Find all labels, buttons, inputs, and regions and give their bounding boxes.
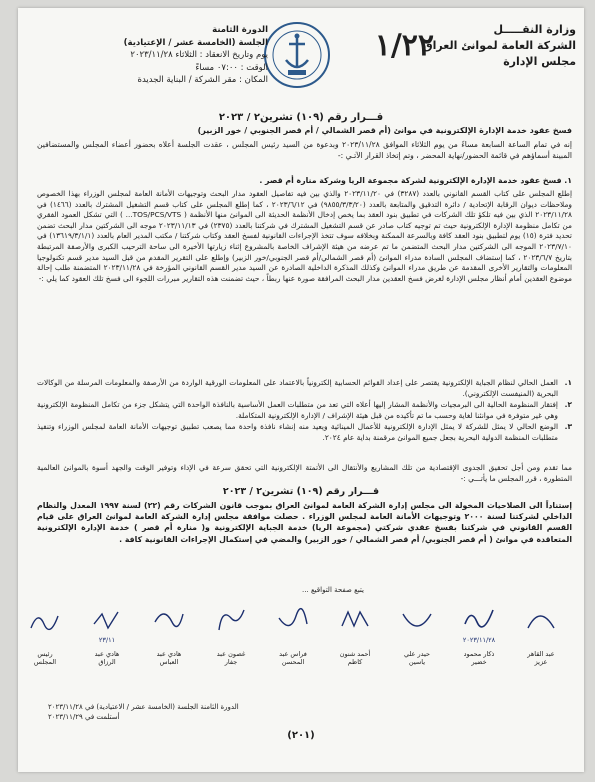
signatory-name: غصون عبد جفار bbox=[216, 650, 246, 666]
session-info bbox=[108, 24, 268, 87]
signature-mark-icon bbox=[462, 604, 496, 638]
session-cycle: الدورة الثامنة bbox=[212, 25, 268, 35]
footer-session-line: الدورة الثامنة الجلسة (الخامسة عشر / الاعتيادية) في ٢٠٢٣/١١/٢٨ bbox=[48, 703, 239, 711]
list-item bbox=[37, 378, 572, 399]
signature-block bbox=[150, 600, 188, 670]
signature-mark-icon bbox=[28, 604, 62, 638]
signatures-row bbox=[26, 600, 576, 670]
list-item-number: ٣. bbox=[564, 422, 572, 432]
list-item-number: ١. bbox=[564, 378, 572, 387]
session-place: المكان : مقر الشركة / البناية الجديدة bbox=[137, 75, 268, 85]
organization-block bbox=[416, 22, 576, 70]
signatory-name: حيدر علي ياسين bbox=[403, 650, 431, 666]
session-date: يوم وتاريخ الانعقاد : الثلاثاء ٢٠٢٣/١١/٢٨ bbox=[130, 50, 268, 60]
signature-block bbox=[336, 600, 374, 670]
signature-block bbox=[274, 600, 312, 670]
list-item-text: العمل الحالي لنظام الجباية الإلكترونية يقتصر على إعداد القوائم الحسابية إلكترونياً بالاعتماد على المعلومات الورقية الواردة من الأرصفة والمعلومات المرسلة من الوكالات البحرية (المنيفست الإلكتروني). bbox=[37, 378, 558, 398]
agenda-item-title: ١. فسخ عقود خدمة الإدارة الإلكترونية لشركة مجموعة الريا وشركة منارة أم قصر . bbox=[259, 176, 572, 185]
signatory-name: هادي عبد العباس bbox=[156, 650, 182, 666]
signatory-name: أحمد شنون كاظم bbox=[339, 650, 371, 666]
signatory-name: ذكار محمود خضير bbox=[463, 650, 495, 666]
document-page bbox=[18, 8, 584, 772]
signature-mark-icon bbox=[90, 604, 124, 638]
signature-mark-icon bbox=[152, 604, 186, 638]
resolution-title: قـــرار رقم (١٠٩) تشرين٢ / ٢٠٢٣ bbox=[222, 486, 380, 497]
decision-subject: فسخ عقود خدمة الإدارة الإلكترونية في موانئ (أم قصر الشمالي / أم قصر الجنوبي / خور الزبير) bbox=[197, 126, 572, 135]
signatory-name: رئيس المجلس bbox=[33, 650, 57, 666]
list-item-text: الوضع الحالي لا يمثل للشركة لا يمثل الإدارة الإلكترونية للأعمال المينائية ويعيد منه إنشاء نافذة واحدة مما يصعب تطبيق توجيهات الأمانة العامة لمجلس الوزراء وتنفيذ متطلبات المنظمة الدولية البحرية بجعل جميع الموانئ مرقمنة بداية عام ٢٠٢٤. bbox=[37, 422, 558, 442]
list-item-number: ٢. bbox=[564, 400, 572, 410]
intro-paragraph: إنه في تمام الساعة السابعة مساءً من يوم الثلاثاء الموافق ٢٠٢٣/١١/٢٨ وبدعوة من السيد رئيس المجلس ، عقدت الجلسة أعلاه بحضور أعضاء المجلس والمستضافين المبينة أسماؤهم في قائمة الحضور/نهاية المحضر ، وتم إتخاذ القرار الآتـي :- bbox=[37, 140, 572, 160]
footer bbox=[48, 702, 239, 722]
ministry-name: وزارة النقـــــل bbox=[493, 23, 576, 36]
page-number: (٢٠١) bbox=[287, 730, 315, 741]
signature-date: ٢٠٢٣/١١/٢٨ bbox=[462, 636, 496, 644]
company-logo-icon bbox=[262, 20, 332, 90]
signature-mark-icon bbox=[524, 604, 558, 638]
signatory-name: عبد القاهر عزيز bbox=[527, 650, 555, 666]
handwritten-reference-number: ١/٢٢ bbox=[374, 28, 434, 63]
footer-received-line: أستلمت في ٢٠٢٣/١١/٢٩ bbox=[48, 713, 120, 721]
signatory-name: هادي عبد الرزاق bbox=[94, 650, 120, 666]
signature-block bbox=[212, 600, 250, 670]
list-item-text: إفتقار المنظومة الحالية الى البرمجيات والأنظمة المشار إليها أعلاه التي تعد من متطلبات العمل الأساسية بالنافذة الواحدة التي يتشكل جزء من تكامل المنظومة الإلكترونية وهي غير متوفرة في موانئنا لغاية وحسب ما تم تأكيده من قبل هيئة الإشراف / الإدارة الإلكترونية المتكاملة. bbox=[37, 400, 558, 420]
justification-list bbox=[37, 378, 572, 445]
department-name: مجلس الإدارة bbox=[503, 55, 576, 68]
signature-date: ٢٣/١١ bbox=[98, 636, 116, 644]
list-item bbox=[37, 400, 572, 421]
signature-block bbox=[26, 600, 64, 670]
signatory-name: فراس عبد المحسن bbox=[279, 650, 307, 666]
signature-mark-icon bbox=[400, 604, 434, 638]
session-title: الجلسة (الخامسة عشر / الإعتيادية) bbox=[123, 37, 268, 48]
signature-mark-icon bbox=[214, 604, 248, 638]
letterhead bbox=[18, 8, 584, 120]
decision-title: قـــرار رقم (١٠٩) تشرين٢ / ٢٠٢٣ bbox=[218, 112, 384, 123]
closing-paragraph: مما تقدم ومن أجل تحقيق الجدوى الإقتصادية من تلك المشاريع والأنتقال الى الأتمتة الإلكترونية التي تحقق سرعة في الإداء وتوفير الوقت والجهد أسوة بالموانئ العالمية المتطورة ، قرر المجلس ما يأتـــي :- bbox=[37, 463, 572, 483]
session-time: الوقت : ٠٧:٠٠ مساءً bbox=[195, 62, 268, 73]
signature-block bbox=[522, 600, 560, 670]
signature-block bbox=[88, 600, 126, 670]
resolution-body: إستناداً الى الصلاحيات المخولة الى مجلس إدارة الشركة العامة لموانئ العراق بموجب قانون الشركات رقم (٢٢) لسنة ١٩٩٧ المعدل والنظام الداخلي لشركتنا لسنة ٢٠٠٠ وتوجيهات الأمانة العامة لمجلس الوزراء . حصلت موافقة مجلس إدارة الشركة العامة لموانئ العراق على قيام القسم القانوني في شركتنا بفسخ عقدي شركتي (مجموعة الريا) خدمة الجباية الإلكترونية و( منارة أم قصر ) خدمة الإدارة الإلكترونية المتعاقدة في موانئ ( أم قصر الجنوبي/ أم قصر الشمالي / خور الزبير) والمضي في إستكمال الإجراءات القانونية كافة . bbox=[37, 501, 573, 544]
list-item bbox=[37, 422, 572, 443]
signatures-note: يتبع صفحة التواقيع ... bbox=[302, 586, 364, 594]
signature-block bbox=[398, 600, 436, 670]
signature-mark-icon bbox=[338, 604, 372, 638]
signature-block bbox=[460, 600, 498, 670]
signature-mark-icon bbox=[276, 604, 310, 638]
company-name: الشركة العامة لموانئ العراق bbox=[422, 39, 576, 52]
body-paragraph: إطلع المجلس على كتاب القسم القانوني بالعدد (٣٢٨٧) في ٢٠٢٣/١١/٢٠ والذي بين فيه تفاصيل العقود مدار البحث وتوجيهات الأمانة العامة لمجلس الوزراء بهذا الخصوص وملاحظات ديوان الرقابة الإتحادية / دائرة التدقيق والمتابعة بالعدد (٩٨٥٥/٣/٣/٢٠) في ٢٠٢٣/٦/١٢ ، كما إطلع المجلس على كتاب قسم التشغيل المشترك بالعدد (١٤٦٦) في ٢٠٢٣/١١/٢٨ الذي بين فيه تلكؤ تلك الشركات في تطبيق بنود العقد بما يخص إدخال الأنظمة الحديثة الى الموانئ منها الأنظمة ( TOS/PCS/VTS... ) التي تشكل العمود الفقري من تكامل منظومة الإدارة الإلكترونية حيث تم توجيه كتاب صادر عن قسم التشغيل المشترك في شركتنا بالعدد (٢٣٧٥) في ٢٠٢٣/١١/١٣ موجه الى الشركتين مدار البحث تضمن تحديد فترة (١٥) يوم لتطبيق بنود العقد كافة وبالسرعة الممكنة وبخلافه سوف تتخذ الإجراءات القانونية لفسخ العقد وكتاب شركتنا / مكتب المدير العام بالعدد (١٣٦١٩/٣/١/١) في ٢٠٢٣/٧/١٠ الموجه الى الشركتين مدار البحث المتضمن ما تم عرضه من هيئة الإشراف الخاصة بالمشروع إثناء زيارتها الأخيرة الى ساحة الترحيب الكبرى والأرصفة المرتبطة بتاريخ ٢٠٢٣/٦/٧ ، كما إستضاف المجلس السادة مدراء الموانئ (أم قصر الشمالي/أم قصر الجنوبي/خور الزبير) وإطلع على التقرير المقدم من قبل السيد مدير قسم تكنولوجيا المعلومات والتقارير الأخرى المقدمة عن طريق مدراء الموانئ وكذلك المذكرة الداخلية الصادرة عن السيد مدير القسم القانوني المؤرخة في ٢٠٢٣/١١/٢٨ المتضمنة طلب إحالة موضوع العقدين أمام أنظار مجلس الإدارة لغرض فسخ العقدين مدار البحث المرافقة صورة عنها ربطاً ، حيث تضمنت هذه التقارير مبررات اللجوء الى فسخ تلك العقود كما يلي :- bbox=[37, 189, 573, 283]
